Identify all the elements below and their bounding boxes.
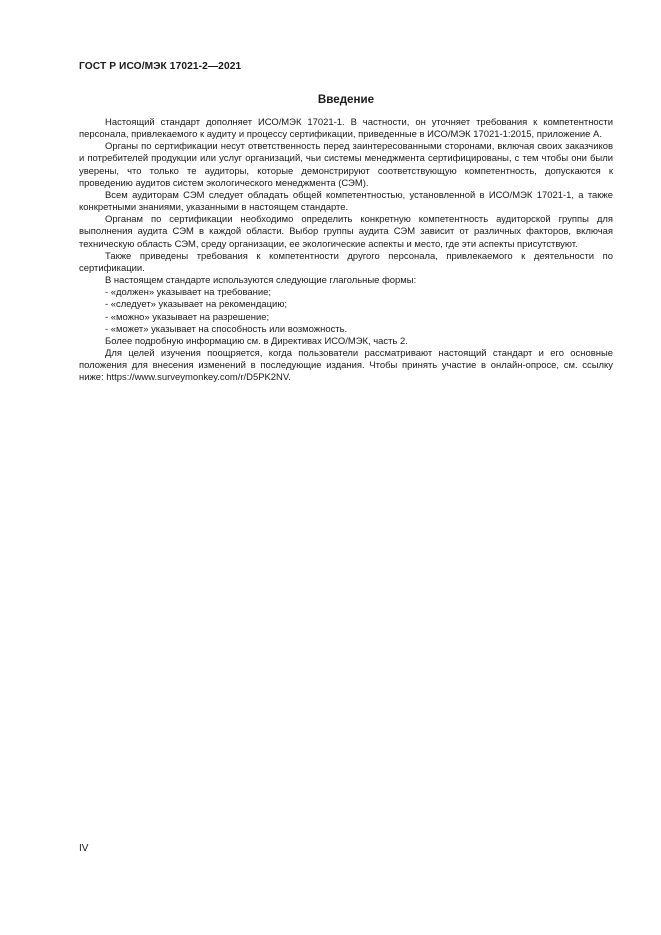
introduction-body xyxy=(79,117,613,384)
paragraph-survey: Для целей изучения поощряется, когда пользователи рассматривают настоящий стандарт и его основные положения для внесения изменений в последующие издания. Чтобы принять участие в онлайн-опросе, см. ссылку ниже: https://www.surveymonkey.com/r/D5PK2NV. xyxy=(79,347,613,384)
document-header: ГОСТ Р ИСО/МЭК 17021-2—2021 xyxy=(79,61,242,72)
page-number: IV xyxy=(79,843,89,854)
paragraph-general-competence: Всем аудиторам СЭМ следует обладать общей компетентностью, установленной в ИСО/МЭК 17021-1, а также конкретными знаниями, указанными в настоящем стандарте. xyxy=(79,189,613,214)
paragraph-other-personnel: Также приведены требования к компетентности другого персонала, привлекаемого к деятельности по сертификации. xyxy=(79,250,613,274)
section-title: Введение xyxy=(317,93,375,106)
paragraph-verbal-forms: В настоящем стандарте используются следующие глагольные формы: xyxy=(105,275,417,287)
list-item-may: - «можно» указывает на разрешение; xyxy=(105,311,270,323)
list-item-should: - «следует» указывает на рекомендацию; xyxy=(105,299,288,311)
list-item-can: - «может» указывает на способность или возможность. xyxy=(105,323,348,335)
paragraph-responsibility: Органы по сертификации несут ответственность перед заинтересованными сторонами, включая своих заказчиков и потребителей продукции или услуг организаций, чьи системы менеджмента сертифицированы, с тем чтобы они были уверены, что только те аудиторы, которые демонстрируют соответствующую компетентность, допускаются к проведению аудитов систем экологического менеджмента (СЭМ). xyxy=(79,141,613,189)
list-item-shall: - «должен» указывает на требование; xyxy=(105,287,272,299)
paragraph-audit-team: Органам по сертификации необходимо определить конкретную компетентность аудиторской группы для выполнения аудита СЭМ в каждой области. Выбор группы аудита СЭМ зависит от различных факторов, включая техническую область СЭМ, среду организации, ее экологические аспекты и место, где эти аспекты присутствуют. xyxy=(79,214,613,250)
paragraph-directives: Более подробную информацию см. в Директивах ИСО/МЭК, часть 2. xyxy=(105,335,408,347)
paragraph-scope: Настоящий стандарт дополняет ИСО/МЭК 17021-1. В частности, он уточняет требования к компетентности персонала, привлекаемого к аудиту и процессу сертификации, приведенные в ИСО/МЭК 17021-1:2015, приложение А. xyxy=(79,117,613,141)
